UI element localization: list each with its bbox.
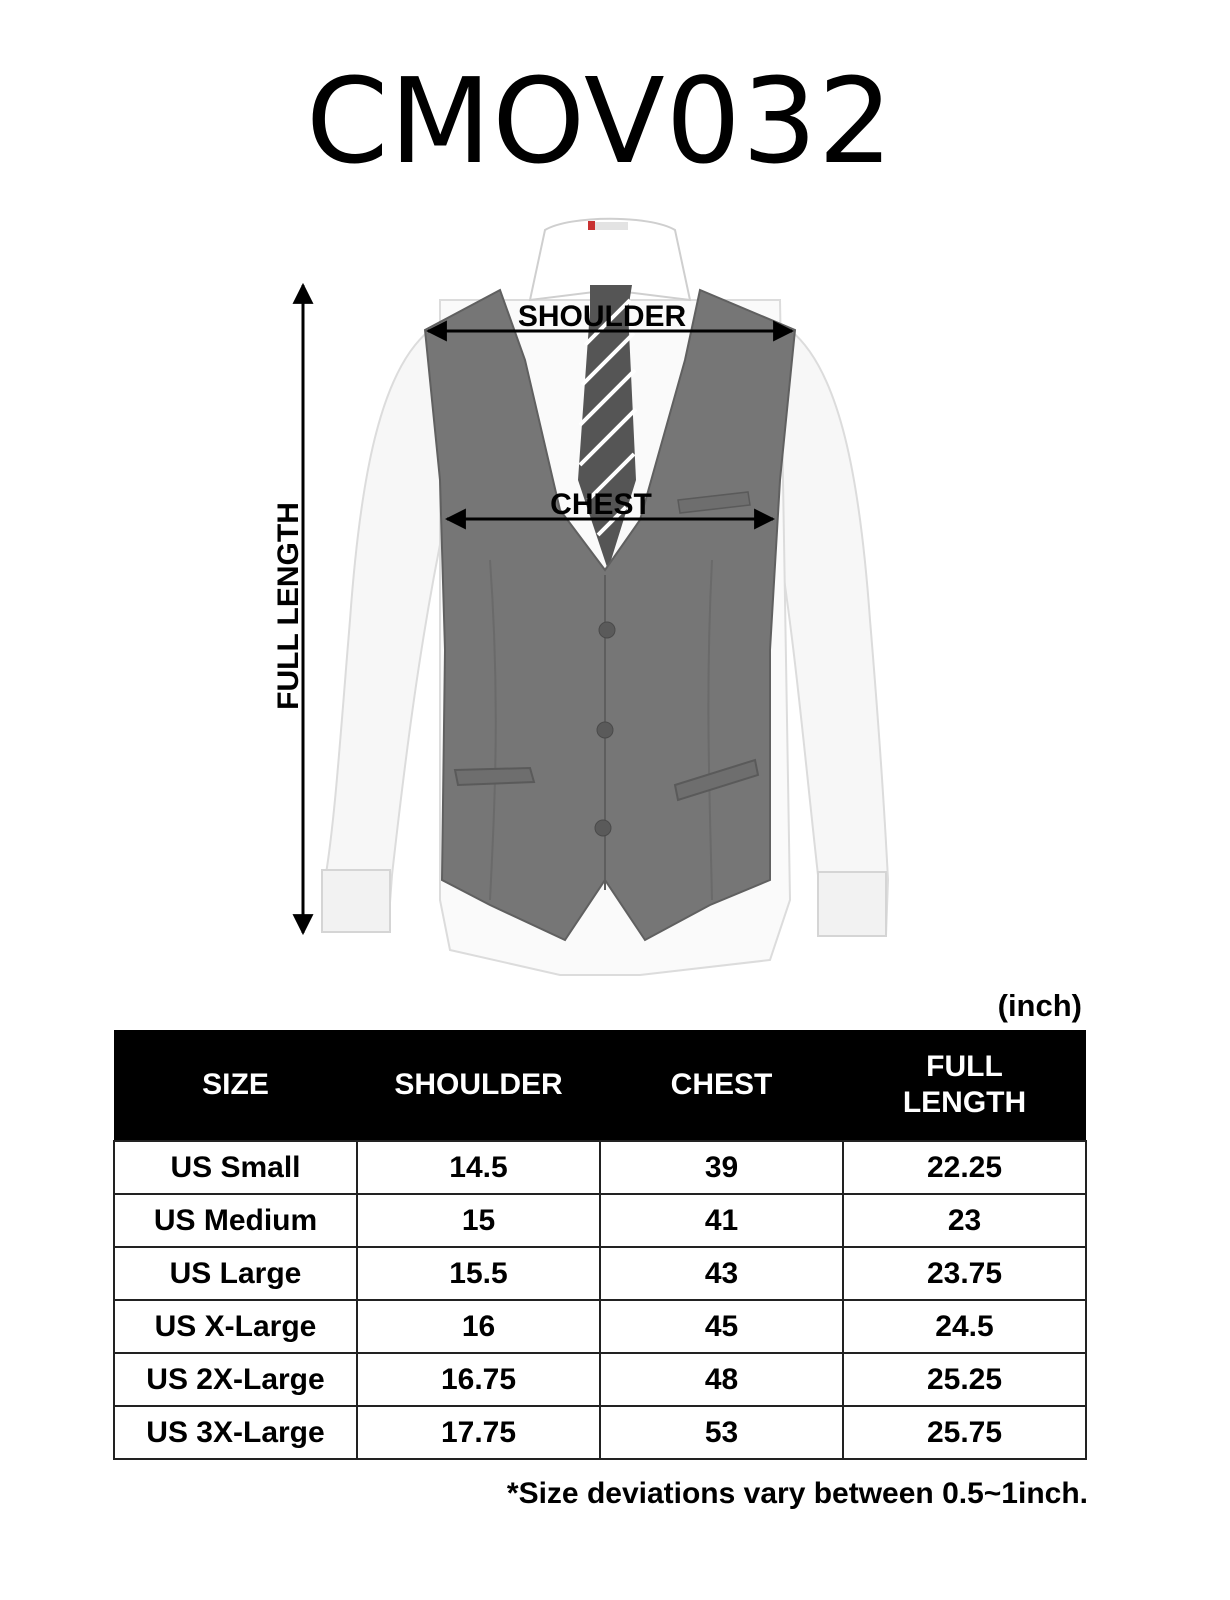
shoulder-cell: 16 (357, 1300, 600, 1353)
full-length-cell: 23 (843, 1194, 1086, 1247)
shoulder-measure-label: SHOULDER (517, 300, 687, 333)
product-code-title: CMOV032 (306, 52, 894, 190)
shoulder-cell: 15.5 (357, 1247, 600, 1300)
header-size: SIZE (114, 1030, 357, 1141)
chest-cell: 43 (600, 1247, 843, 1300)
chest-cell: 41 (600, 1194, 843, 1247)
size-cell: US 3X-Large (114, 1406, 357, 1459)
full-length-cell: 24.5 (843, 1300, 1086, 1353)
vest-button (595, 820, 611, 836)
shirt-right-cuff (818, 872, 886, 936)
brand-label-mark (588, 221, 595, 230)
table-row (114, 1406, 1086, 1459)
shoulder-cell: 16.75 (357, 1353, 600, 1406)
table-row (114, 1194, 1086, 1247)
shoulder-cell: 14.5 (357, 1141, 600, 1194)
vest-button (599, 622, 615, 638)
chest-cell: 39 (600, 1141, 843, 1194)
shirt-left-sleeve (322, 330, 445, 930)
size-chart-header-row (114, 1030, 1086, 1141)
vest-button (597, 722, 613, 738)
shoulder-cell: 17.75 (357, 1406, 600, 1459)
shirt-right-sleeve (775, 330, 888, 935)
shirt-left-cuff (322, 870, 390, 932)
size-cell: US Medium (114, 1194, 357, 1247)
chest-cell: 45 (600, 1300, 843, 1353)
header-shoulder: SHOULDER (357, 1030, 600, 1141)
table-row (114, 1247, 1086, 1300)
full-length-cell: 22.25 (843, 1141, 1086, 1194)
table-row (114, 1141, 1086, 1194)
full-length-cell: 25.75 (843, 1406, 1086, 1459)
size-deviation-footnote: *Size deviations vary between 0.5~1inch. (506, 1477, 1088, 1510)
size-cell: US 2X-Large (114, 1353, 357, 1406)
table-row (114, 1300, 1086, 1353)
full-length-measure-label: FULL LENGTH (272, 502, 305, 710)
size-chart-table (113, 1030, 1087, 1460)
full-length-cell: 25.25 (843, 1353, 1086, 1406)
chest-cell: 48 (600, 1353, 843, 1406)
chest-measure-label: CHEST (550, 488, 652, 521)
vest-left-pocket (455, 768, 534, 785)
size-cell: US Small (114, 1141, 357, 1194)
size-cell: US X-Large (114, 1300, 357, 1353)
header-chest: CHEST (600, 1030, 843, 1141)
size-cell: US Large (114, 1247, 357, 1300)
full-length-cell: 23.75 (843, 1247, 1086, 1300)
header-full-length: FULL LENGTH (843, 1030, 1086, 1141)
chest-cell: 53 (600, 1406, 843, 1459)
table-row (114, 1353, 1086, 1406)
unit-note: (inch) (997, 988, 1082, 1023)
shoulder-cell: 15 (357, 1194, 600, 1247)
